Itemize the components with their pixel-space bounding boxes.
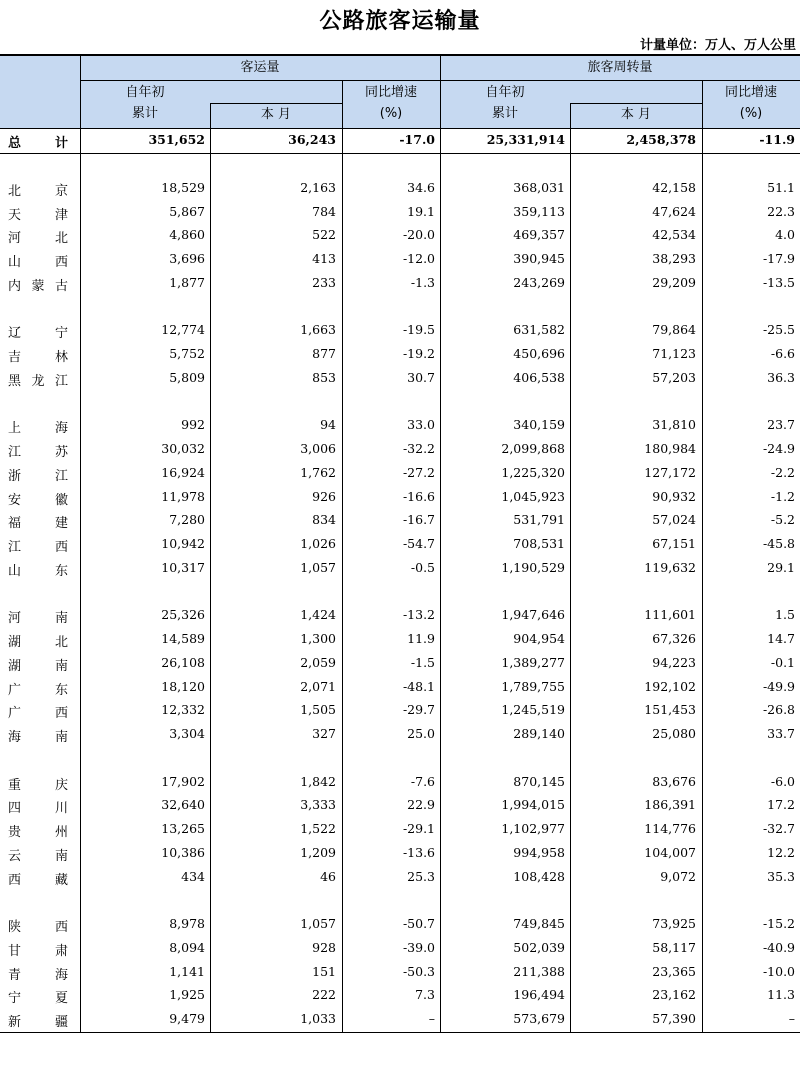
column-divider: [210, 129, 211, 1032]
column-divider: [440, 129, 441, 1032]
cell-t-ytd: 25,331,914: [486, 132, 565, 147]
cell-p-ytd: 10,386: [161, 844, 205, 860]
cell-t-yoy: 17.2: [767, 797, 795, 813]
cell-p-ytd: 10,317: [161, 559, 205, 575]
region-name: 黑龙江: [8, 373, 68, 389]
spacer-row: [0, 581, 800, 605]
cell-t-month: 38,293: [652, 251, 696, 266]
cell-t-yoy: -10.0: [762, 963, 795, 979]
cell-t-yoy: 14.7: [767, 631, 795, 646]
cell-t-month: 83,676: [652, 773, 696, 789]
cell-p-month: 928: [312, 939, 336, 955]
cell-p-yoy: -29.7: [402, 702, 435, 718]
region-name: 上海: [8, 421, 68, 437]
cell-p-ytd: 1,141: [169, 963, 205, 979]
cell-t-ytd: 531,791: [513, 512, 565, 528]
spacer-row: [0, 889, 800, 913]
region-name: 总 计: [8, 136, 68, 151]
cell-t-ytd: 631,582: [513, 322, 565, 338]
cell-p-ytd: 3,304: [169, 726, 205, 741]
cell-p-month: 1,762: [300, 464, 336, 480]
cell-t-ytd: 573,679: [513, 1011, 565, 1026]
cell-t-ytd: 340,159: [513, 417, 565, 433]
table-row: [0, 984, 800, 1008]
spacer-row: [0, 391, 800, 415]
cell-p-month: 1,522: [300, 821, 336, 836]
cell-t-yoy: 4.0: [775, 227, 795, 243]
table-row: [0, 771, 800, 795]
cell-p-ytd: 17,902: [161, 773, 205, 789]
cell-t-month: 192,102: [644, 678, 696, 694]
region-name: 甘肃: [8, 943, 68, 959]
cell-p-yoy: -48.1: [402, 678, 435, 694]
table-bottom-border: [0, 1032, 800, 1033]
cell-t-month: 58,117: [652, 939, 696, 955]
cell-p-yoy: -50.7: [402, 916, 435, 931]
col-t-yoy-line2: (%): [739, 106, 763, 121]
table-row: [0, 676, 800, 700]
cell-t-month: 127,172: [644, 464, 696, 480]
cell-t-ytd: 1,245,519: [501, 702, 565, 718]
table-row: [0, 509, 800, 533]
region-name: 贵州: [8, 825, 68, 840]
cell-t-ytd: 108,428: [513, 868, 565, 884]
spacer-row: [0, 296, 800, 320]
cell-p-month: 1,663: [300, 322, 336, 338]
table-row: [0, 842, 800, 866]
cell-p-ytd: 1,877: [169, 274, 205, 290]
cell-t-ytd: 390,945: [513, 251, 565, 266]
region-name: 天津: [8, 207, 68, 223]
cell-p-yoy: -19.5: [402, 322, 435, 338]
cell-p-yoy: 30.7: [407, 369, 435, 385]
cell-t-yoy: -6.6: [770, 346, 795, 361]
cell-t-ytd: 749,845: [513, 916, 565, 931]
data-table: [0, 54, 800, 1032]
cell-t-yoy: -40.9: [762, 939, 795, 955]
cell-p-yoy: -16.6: [402, 488, 435, 504]
cell-t-ytd: 196,494: [513, 987, 565, 1003]
column-divider: [80, 129, 81, 1032]
cell-p-yoy: –: [428, 1011, 435, 1026]
cell-t-month: 67,326: [652, 631, 696, 646]
table-row: [0, 1008, 800, 1032]
cell-t-month: 25,080: [652, 726, 696, 741]
cell-p-month: 222: [312, 987, 336, 1003]
cell-p-ytd: 11,978: [161, 488, 205, 504]
cell-t-yoy: -24.9: [762, 441, 795, 456]
cell-p-month: 2,071: [300, 678, 336, 694]
region-name: 浙江: [8, 468, 68, 484]
region-name: 新疆: [8, 1015, 68, 1030]
cell-t-yoy: -26.8: [762, 702, 795, 718]
group-passenger-volume: 客运量: [240, 60, 280, 75]
table-row: [0, 961, 800, 985]
cell-p-ytd: 5,809: [169, 369, 205, 385]
cell-p-yoy: -17.0: [399, 132, 435, 147]
cell-t-yoy: -32.7: [762, 821, 795, 836]
cell-p-month: 233: [312, 274, 336, 290]
region-name: 山东: [8, 563, 68, 579]
cell-t-ytd: 406,538: [513, 369, 565, 385]
cell-p-ytd: 18,120: [161, 678, 205, 694]
cell-p-month: 1,033: [300, 1011, 336, 1026]
cell-t-ytd: 1,045,923: [501, 488, 565, 504]
cell-p-yoy: 25.3: [407, 868, 435, 884]
cell-t-ytd: 243,269: [513, 274, 565, 290]
region-name: 北京: [8, 183, 68, 199]
cell-p-ytd: 16,924: [161, 464, 205, 480]
table-body: [0, 129, 800, 1032]
cell-t-month: 67,151: [652, 536, 696, 551]
cell-t-yoy: -1.2: [770, 488, 795, 504]
table-row: [0, 557, 800, 581]
cell-p-month: 1,505: [300, 702, 336, 718]
total-divider: [0, 153, 800, 154]
cell-t-month: 57,024: [652, 512, 696, 528]
cell-p-yoy: -1.5: [410, 654, 435, 670]
cell-t-ytd: 368,031: [513, 179, 565, 195]
cell-p-yoy: -50.3: [402, 963, 435, 979]
column-divider: [570, 129, 571, 1032]
cell-t-ytd: 1,994,015: [501, 797, 565, 813]
region-name: 江苏: [8, 445, 68, 460]
cell-t-yoy: -0.1: [770, 654, 795, 670]
region-name: 广西: [8, 706, 68, 722]
region-name: 安徽: [8, 492, 68, 508]
cell-t-ytd: 1,389,277: [501, 654, 565, 670]
table-row: [0, 414, 800, 438]
cell-t-month: 31,810: [652, 417, 696, 433]
spacer-row: [0, 747, 800, 771]
cell-p-yoy: -32.2: [402, 441, 435, 456]
cell-t-yoy: -17.9: [762, 251, 795, 266]
cell-t-month: 23,365: [652, 963, 696, 979]
cell-t-month: 47,624: [652, 203, 696, 219]
cell-p-ytd: 5,752: [169, 346, 205, 361]
cell-t-ytd: 870,145: [513, 773, 565, 789]
table-row: [0, 319, 800, 343]
table-row: [0, 248, 800, 272]
cell-p-yoy: 25.0: [407, 726, 435, 741]
cell-p-yoy: 19.1: [407, 203, 435, 219]
page-title: 公路旅客运输量: [319, 9, 481, 34]
cell-t-ytd: 1,947,646: [501, 607, 565, 623]
cell-p-yoy: 33.0: [407, 417, 435, 433]
col-t-month: 本 月: [620, 107, 652, 122]
table-row: [0, 794, 800, 818]
cell-p-ytd: 18,529: [161, 179, 205, 195]
table-row: [0, 818, 800, 842]
cell-t-ytd: 708,531: [513, 536, 565, 551]
cell-p-yoy: -20.0: [402, 227, 435, 243]
cell-p-ytd: 434: [181, 868, 205, 884]
cell-p-month: 834: [312, 512, 336, 528]
cell-p-ytd: 3,696: [169, 251, 205, 266]
cell-p-ytd: 4,860: [169, 227, 205, 243]
cell-p-yoy: -12.0: [402, 251, 435, 266]
region-name: 湖北: [8, 635, 68, 650]
cell-p-month: 413: [312, 251, 336, 266]
cell-p-month: 522: [312, 227, 336, 243]
table-row: [0, 723, 800, 747]
cell-t-month: 151,453: [644, 702, 696, 718]
cell-t-ytd: 502,039: [513, 939, 565, 955]
cell-t-month: 114,776: [644, 821, 696, 836]
cell-t-yoy: 11.3: [767, 987, 795, 1003]
cell-t-yoy: 33.7: [767, 726, 795, 741]
table-row: [0, 462, 800, 486]
cell-t-ytd: 2,099,868: [501, 441, 565, 456]
cell-t-month: 111,601: [644, 607, 696, 623]
cell-p-ytd: 13,265: [161, 821, 205, 836]
cell-p-yoy: -19.2: [402, 346, 435, 361]
table-row: [0, 937, 800, 961]
cell-t-month: 42,158: [652, 179, 696, 195]
cell-t-month: 23,162: [652, 987, 696, 1003]
cell-p-month: 784: [312, 203, 336, 219]
cell-t-yoy: 29.1: [767, 559, 795, 575]
region-name: 辽宁: [8, 326, 68, 342]
col-p-month: 本 月: [260, 107, 292, 122]
cell-t-ytd: 1,789,755: [501, 678, 565, 694]
cell-p-month: 327: [312, 726, 336, 741]
region-name: 宁夏: [8, 991, 68, 1007]
table-row: [0, 438, 800, 462]
cell-t-ytd: 994,958: [513, 844, 565, 860]
cell-p-yoy: 11.9: [407, 631, 435, 646]
cell-p-ytd: 8,094: [169, 939, 205, 955]
table-row: [0, 604, 800, 628]
cell-t-yoy: 12.2: [767, 844, 795, 860]
region-name: 广东: [8, 682, 68, 698]
region-name: 青海: [8, 967, 68, 983]
cell-t-month: 29,209: [652, 274, 696, 290]
cell-p-month: 1,026: [300, 536, 336, 551]
cell-p-ytd: 992: [181, 417, 205, 433]
cell-t-month: 2,458,378: [626, 132, 696, 147]
cell-t-yoy: 1.5: [775, 607, 795, 623]
cell-t-month: 57,203: [652, 369, 696, 385]
spacer-row: [0, 153, 800, 177]
col-t-ytd-line1: 自年初: [485, 85, 525, 100]
table-row: [0, 486, 800, 510]
region-name: 河南: [8, 611, 68, 627]
table-row: [0, 652, 800, 676]
cell-p-ytd: 8,978: [169, 916, 205, 931]
col-p-ytd-line1: 自年初: [125, 85, 165, 100]
cell-p-month: 1,057: [300, 559, 336, 575]
cell-p-ytd: 12,332: [161, 702, 205, 718]
cell-p-ytd: 32,640: [161, 797, 205, 813]
cell-p-ytd: 351,652: [148, 132, 205, 147]
table-row: [0, 272, 800, 296]
table-row: [0, 367, 800, 391]
region-name: 四川: [8, 801, 68, 817]
cell-p-yoy: -54.7: [402, 536, 435, 551]
group-passenger-turnover: 旅客周转量: [587, 60, 653, 75]
cell-t-yoy: –: [788, 1011, 795, 1026]
cell-t-month: 180,984: [644, 441, 696, 456]
cell-t-yoy: -11.9: [759, 132, 795, 147]
cell-p-yoy: -1.3: [410, 274, 435, 290]
region-name: 吉林: [8, 350, 68, 365]
cell-p-ytd: 1,925: [169, 987, 205, 1003]
cell-p-month: 1,057: [300, 916, 336, 931]
cell-t-month: 73,925: [652, 916, 696, 931]
table-row: [0, 699, 800, 723]
cell-t-month: 42,534: [652, 227, 696, 243]
table-row: [0, 913, 800, 937]
cell-p-yoy: -39.0: [402, 939, 435, 955]
cell-t-ytd: 904,954: [513, 631, 565, 646]
cell-t-yoy: -45.8: [762, 536, 795, 551]
cell-p-yoy: 22.9: [407, 797, 435, 813]
cell-t-month: 79,864: [652, 322, 696, 338]
table-row: [0, 177, 800, 201]
cell-t-month: 94,223: [652, 654, 696, 670]
cell-p-month: 1,300: [300, 631, 336, 646]
column-divider: [342, 129, 343, 1032]
region-name: 云南: [8, 848, 68, 864]
cell-p-yoy: -13.2: [402, 607, 435, 623]
cell-p-ytd: 5,867: [169, 203, 205, 219]
table-header: [0, 54, 800, 129]
cell-p-month: 2,059: [300, 654, 336, 670]
cell-p-ytd: 7,280: [169, 512, 205, 528]
region-name: 河北: [8, 231, 68, 247]
region-name: 湖南: [8, 658, 68, 674]
cell-p-yoy: -13.6: [402, 844, 435, 860]
region-name: 西藏: [8, 872, 68, 888]
cell-t-month: 9,072: [660, 868, 696, 884]
unit-note: 计量单位：万人、万人公里: [639, 38, 796, 53]
cell-p-month: 853: [312, 369, 336, 385]
cell-t-yoy: -2.2: [770, 464, 795, 480]
cell-t-yoy: 35.3: [767, 868, 795, 884]
cell-p-yoy: 34.6: [407, 179, 435, 195]
table-row: [0, 866, 800, 890]
cell-p-ytd: 26,108: [161, 654, 205, 670]
cell-p-ytd: 10,942: [161, 536, 205, 551]
cell-t-yoy: -25.5: [762, 322, 795, 338]
table-row: [0, 533, 800, 557]
region-name: 陕西: [8, 920, 68, 935]
region-name: 重庆: [8, 777, 68, 793]
cell-p-yoy: -16.7: [402, 512, 435, 528]
cell-p-month: 926: [312, 488, 336, 504]
col-t-yoy-line1: 同比增速: [724, 85, 777, 100]
region-name: 福建: [8, 516, 68, 532]
column-divider: [702, 129, 703, 1032]
cell-t-ytd: 359,113: [513, 203, 565, 219]
cell-p-month: 46: [320, 868, 336, 884]
cell-p-yoy: -27.2: [402, 464, 435, 480]
cell-p-month: 151: [312, 963, 336, 979]
cell-t-month: 119,632: [644, 559, 696, 575]
region-name: 海南: [8, 730, 68, 745]
cell-p-ytd: 12,774: [161, 322, 205, 338]
cell-t-month: 57,390: [652, 1011, 696, 1026]
cell-t-yoy: -5.2: [770, 512, 795, 528]
cell-t-ytd: 1,225,320: [501, 464, 565, 480]
cell-t-ytd: 469,357: [513, 227, 565, 243]
col-p-yoy-line1: 同比增速: [364, 85, 417, 100]
cell-t-month: 71,123: [652, 346, 696, 361]
cell-p-ytd: 14,589: [161, 631, 205, 646]
cell-p-yoy: 7.3: [415, 987, 435, 1003]
cell-t-ytd: 289,140: [513, 726, 565, 741]
cell-p-month: 2,163: [300, 179, 336, 195]
cell-p-yoy: -7.6: [410, 773, 435, 789]
cell-t-yoy: 23.7: [767, 417, 795, 433]
cell-p-month: 1,209: [300, 844, 336, 860]
region-name: 江西: [8, 540, 68, 555]
region-name: 内蒙古: [8, 278, 68, 294]
cell-p-month: 3,006: [300, 441, 336, 456]
cell-p-month: 1,842: [300, 773, 336, 789]
cell-t-yoy: 36.3: [767, 369, 795, 385]
table-row: [0, 224, 800, 248]
col-p-yoy-line2: (%): [379, 106, 403, 121]
cell-t-yoy: -15.2: [762, 916, 795, 931]
cell-p-month: 3,333: [300, 797, 336, 813]
col-p-ytd-line2: 累计: [131, 106, 158, 121]
cell-p-ytd: 9,479: [169, 1011, 205, 1026]
table-row: [0, 343, 800, 367]
cell-t-yoy: -49.9: [762, 678, 795, 694]
region-name: 山西: [8, 255, 68, 270]
cell-t-ytd: 450,696: [513, 346, 565, 361]
table-row: [0, 201, 800, 225]
cell-t-ytd: 211,388: [513, 963, 565, 979]
cell-p-month: 1,424: [300, 607, 336, 623]
cell-p-month: 877: [312, 346, 336, 361]
cell-t-yoy: 22.3: [767, 203, 795, 219]
cell-t-ytd: 1,102,977: [501, 821, 565, 836]
cell-p-yoy: -29.1: [402, 821, 435, 836]
cell-p-yoy: -0.5: [410, 559, 435, 575]
cell-p-month: 36,243: [288, 132, 336, 147]
cell-t-month: 90,932: [652, 488, 696, 504]
cell-t-yoy: -6.0: [770, 773, 795, 789]
cell-t-yoy: -13.5: [762, 274, 795, 290]
cell-t-month: 104,007: [644, 844, 696, 860]
cell-p-month: 94: [320, 417, 336, 433]
cell-t-ytd: 1,190,529: [501, 559, 565, 575]
table-row: [0, 129, 800, 153]
col-t-ytd-line2: 累计: [491, 106, 518, 121]
table-row: [0, 628, 800, 652]
cell-p-ytd: 30,032: [161, 441, 205, 456]
cell-t-yoy: 51.1: [767, 179, 795, 195]
cell-p-ytd: 25,326: [161, 607, 205, 623]
cell-t-month: 186,391: [644, 797, 696, 813]
